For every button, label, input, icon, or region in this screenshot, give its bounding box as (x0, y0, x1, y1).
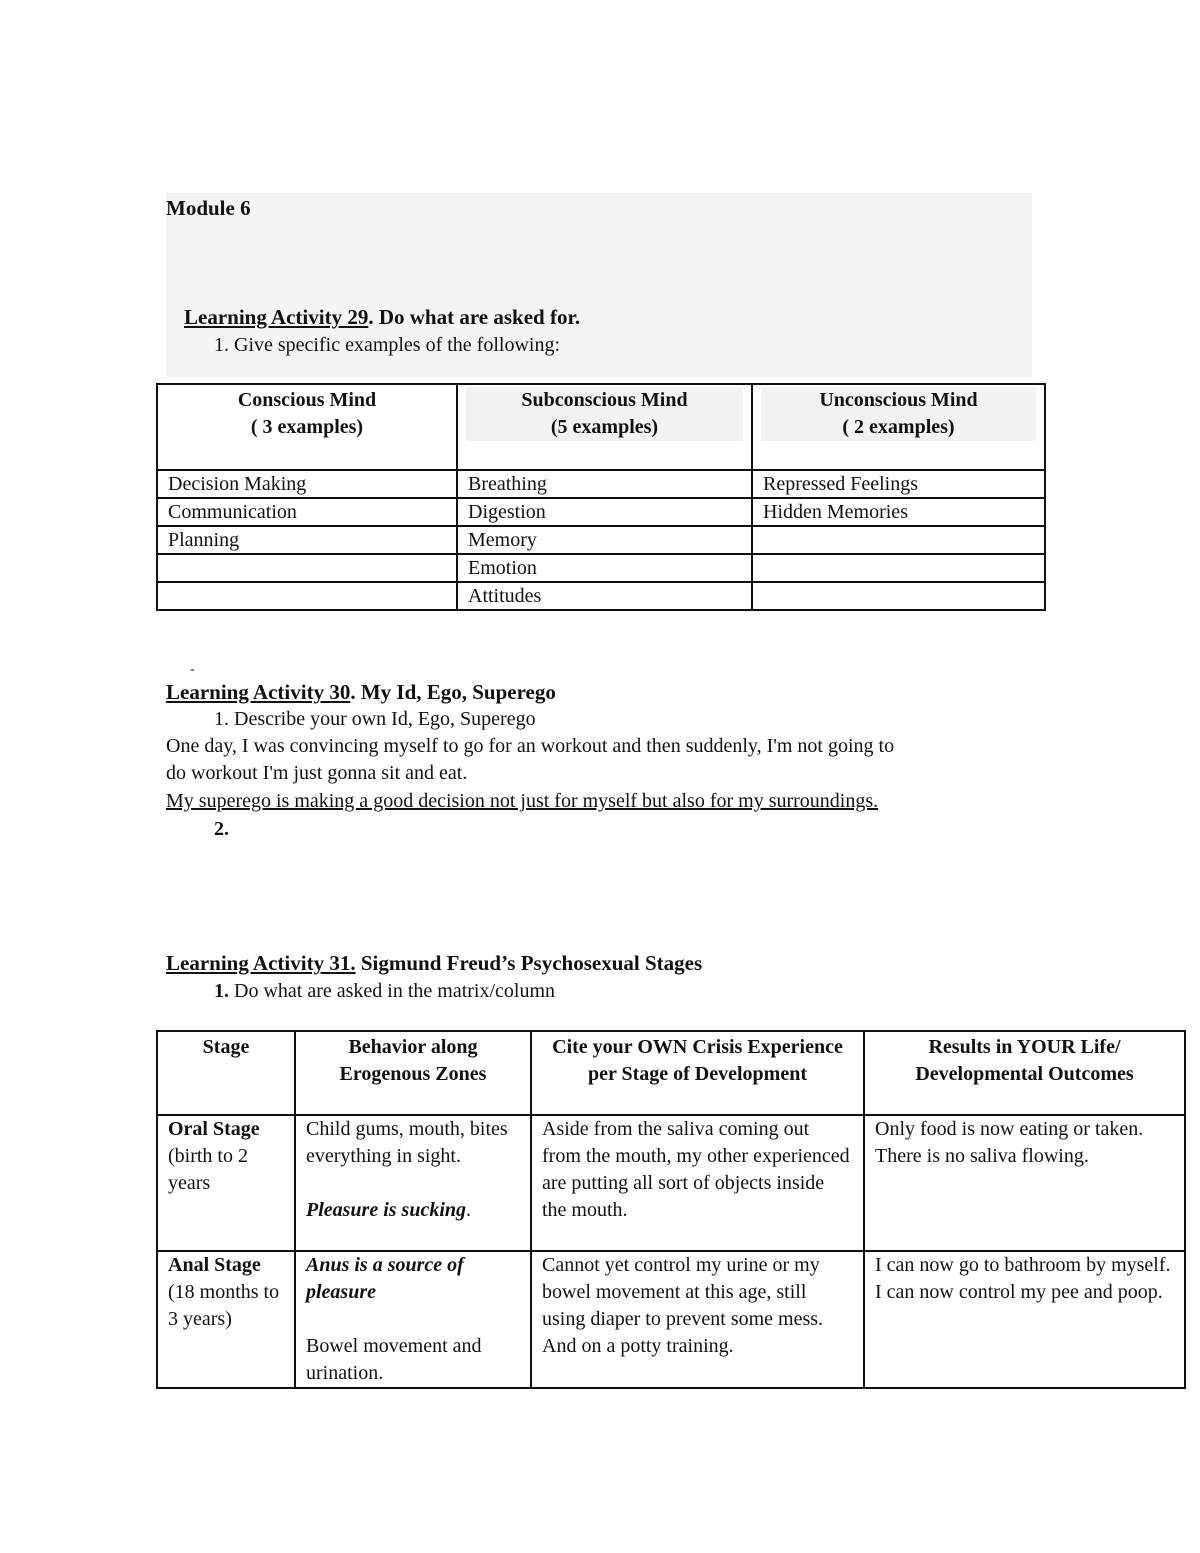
la30-answer-line-3: My superego is making a good decision not just for myself but also for my surroundings. (166, 790, 879, 812)
stage-cell: Oral Stage (birth to 2 years (157, 1115, 295, 1251)
table-cell: Emotion (457, 554, 752, 582)
stage-cell: Anal Stage (18 months to 3 years) (157, 1251, 295, 1388)
table-row (157, 526, 1045, 554)
table-cell: Memory (457, 526, 752, 554)
table-row (157, 470, 1045, 498)
table-cell: Repressed Feelings (752, 470, 1045, 498)
table-cell (752, 554, 1045, 582)
crisis-cell: Aside from the saliva coming out from the mouth, my other experienced are putting all sort of objects inside the mouth. (531, 1115, 864, 1251)
table-cell: Communication (157, 498, 457, 526)
table-row-oral (157, 1115, 1185, 1251)
la30-item-2: 2. (214, 818, 229, 840)
result-cell: I can now go to bathroom by myself. I can now control my pee and poop. (864, 1251, 1185, 1388)
table-cell: Digestion (457, 498, 752, 526)
table-cell: Attitudes (457, 582, 752, 610)
behavior-cell: Anus is a source of pleasure Bowel movement and urination. (295, 1251, 531, 1388)
stray-dash: - (190, 662, 195, 677)
table-cell (752, 582, 1045, 610)
table-cell: Decision Making (157, 470, 457, 498)
table-row (157, 554, 1045, 582)
table-cell: Planning (157, 526, 457, 554)
table-row (157, 582, 1045, 610)
table-cell (157, 582, 457, 610)
la29-label: Learning Activity 29 (184, 305, 369, 329)
col-header-crisis: Cite your OWN Crisis Experience per Stage of Development (531, 1031, 864, 1115)
mind-examples-table (156, 383, 1046, 611)
table-header-row (157, 384, 1045, 470)
la31-label: Learning Activity 31. (166, 951, 356, 975)
la29-instruction: 1. Give specific examples of the following: (214, 334, 561, 356)
la30-title: . My Id, Ego, Superego (350, 680, 556, 704)
table-cell: Hidden Memories (752, 498, 1045, 526)
module-title: Module 6 (166, 196, 251, 220)
table-cell (752, 526, 1045, 554)
la31-title: Sigmund Freud’s Psychosexual Stages (355, 951, 703, 975)
col-header-results: Results in YOUR Life/ Developmental Outcomes (864, 1031, 1185, 1115)
table-cell (157, 554, 457, 582)
col-header-subconscious: Subconscious Mind (5 examples) (457, 384, 752, 470)
col-header-behavior: Behavior along Erogenous Zones (295, 1031, 531, 1115)
la30-answer-line-1: One day, I was convincing myself to go for an workout and then suddenly, I'm not going to (166, 735, 895, 757)
col-header-unconscious: Unconscious Mind ( 2 examples) (752, 384, 1045, 470)
psychosexual-stages-table (156, 1030, 1186, 1389)
col-header-conscious: Conscious Mind ( 3 examples) (157, 384, 457, 470)
table-row (157, 498, 1045, 526)
la30-instruction: 1. Describe your own Id, Ego, Superego (214, 708, 536, 730)
table-cell: Breathing (457, 470, 752, 498)
la30-answer-line-2: do workout I'm just gonna sit and eat. (166, 762, 468, 784)
la29-heading (184, 305, 580, 330)
la29-title: . Do what are asked for. (368, 305, 581, 329)
la31-instruction: 1. Do what are asked in the matrix/column (214, 980, 556, 1002)
crisis-cell: Cannot yet control my urine or my bowel movement at this age, still using diaper to prevent some mess. And on a potty training. (531, 1251, 864, 1388)
la30-heading (166, 680, 556, 705)
col-header-stage: Stage (157, 1031, 295, 1115)
result-cell: Only food is now eating or taken. There is no saliva flowing. (864, 1115, 1185, 1251)
table-header-row (157, 1031, 1185, 1115)
table-row-anal (157, 1251, 1185, 1388)
behavior-cell: Child gums, mouth, bites everything in sight. Pleasure is sucking. (295, 1115, 531, 1251)
la31-heading (166, 951, 702, 976)
la30-label: Learning Activity 30 (166, 680, 351, 704)
